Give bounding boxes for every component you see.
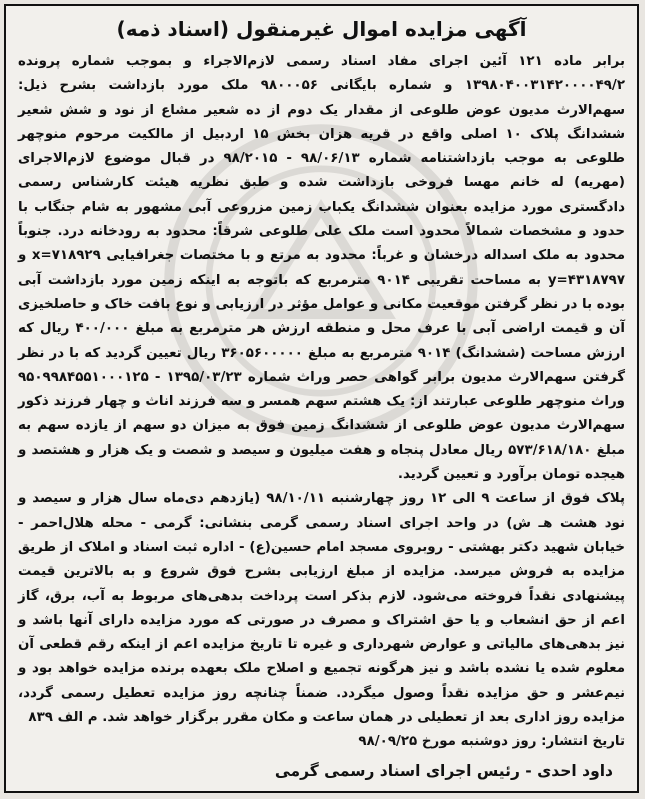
signature-line: داود احدی - رئیس اجرای اسناد رسمی گرمی bbox=[274, 762, 613, 781]
publication-date: تاریخ انتشار: روز دوشنبه مورخ ۹۸/۰۹/۲۵ bbox=[358, 734, 625, 750]
notice-title: آگهی مزایده اموال غیرمنقول (اسناد ذمه) bbox=[116, 17, 527, 41]
auction-notice bbox=[4, 4, 639, 793]
notice-auction-terms-paragraph: پلاک فوق از ساعت ۹ الی ۱۲ روز چهارشنبه ۹۸/۱۰/۱۱ (یازدهم دی‌ماه سال هزار و سیصد و نود هشت هـ ش) در واحد اجرای اسناد رسمی گرمی بنشانی: گرمی - محله هلال‌احمر - خیابان شهید دکتر بهشتی - روبروی مسجد امام حسین(ع) - اداره ثبت اسناد و املاک از طریق مزایده به فروش میرسد. مزایده از مبلغ ارزیابی بشرح فوق شروع و به بالاترین قیمت پیشنهادی نقداً فروخته می‌شود. لازم بذکر است پرداخت بدهی‌های مربوط به آب، برق، گاز اعم از حق انشعاب و یا حق اشتراک و مصرف در صورتی که مورد مزایده دارای آنها باشد و نیز بدهی‌های مالیاتی و عوارض شهرداری و غیره تا تاریخ مزایده اعم از اینکه رقم قطعی آن معلوم شده یا نشده باشد و نیز هرگونه تجمیع و اصلاح ملک بعهده برنده مزایده خواهد بود و نیم‌عشر و حق مزایده نقداً وصول میگردد. ضمناً چنانچه روز مزایده تعطیل رسمی گردد، مزایده روز اداری بعد از تعطیلی در همان ساعت و مکان مقرر برگزار خواهد شد. م الف ۸۳۹ bbox=[18, 491, 625, 726]
notice-body-paragraph: برابر ماده ۱۲۱ آئین اجرای مفاد اسناد رسمی لازم‌الاجراء و بموجب شماره پرونده ۱۳۹۸۰۴۰۰۳۱۴۲۰۰۰۰۴۹/۲ و شماره بایگانی ۹۸۰۰۰۵۶ ملک مورد بازداشت بشرح ذیل: سهم‌الارث مدیون عوض طلوعی از مقدار یک دوم از ده شعیر مشاع از نود و شش شعیر ششدانگ پلاک ۱۰ اصلی واقع در قریه هزان بخش ۱۵ اردبیل از مالکیت مرحوم منوچهر طلوعی به موجب بازداشتنامه شماره ۹۸/۰۶/۱۳ - ۹۸/۲۰۱۵ در قبال موضوع لازم‌الاجرای (مهریه) له خانم مهسا فروخی بازداشت شده و طبق نظریه هیئت کارشناس رسمی دادگستری مورد مزایده بعنوان ششدانگ یکباب زمین مزروعی آبی مشهور به شام جنگاب با حدود و مشخصات شمالاً محدود است ملک علی طلوعی شرقاً: محدود به رودخانه درد. جنوباً محدود به ملک اسداله درخشان و غرباً: محدود به مرتع و با مختصات جغرافیایی x=۷۱۸۹۲۹ و y=۴۳۱۸۷۹۷ به مساحت تقریبی ۹۰۱۴ مترمربع که باتوجه به اینکه زمین مورد بازداشت آبی بوده با در نظر گرفتن موقعیت مکانی و عوامل مؤثر در ارزیابی و نوع بافت خاک و حاصلخیزی آن و قیمت اراضی آبی با عرف محل و منطقه ارزش هر مترمربع به مبلغ ۴۰۰/۰۰۰ ریال که ارزش مساحت (ششدانگ) ۹۰۱۴ مترمربع به مبلغ ۳۶۰۵۶۰۰۰۰۰ ریال تعیین گردید که با در نظر گرفتن سهم‌الارث مدیون برابر گواهی حصر وراث شماره ۱۳۹۵/۰۳/۲۳ - ۹۵۰۹۹۸۴۵۵۱۰۰۰۱۲۵ وراث منوچهر طلوعی عبارتند از: یک هشتم سهم همسر و سه فرزند اناث و چهار فرزند ذکور سهم‌الارث مدیون عوض طلوعی از ششدانگ زمین فوق به میزان دو سهم از یازده سهم به مبلغ ۵۷۳/۶۱۸/۱۸۰ ریال معادل پنجاه و هفت میلیون و سیصد و شصت و یک هزار و هشتصد و هیجده تومان برآورد و تعیین گردید. bbox=[18, 54, 625, 483]
